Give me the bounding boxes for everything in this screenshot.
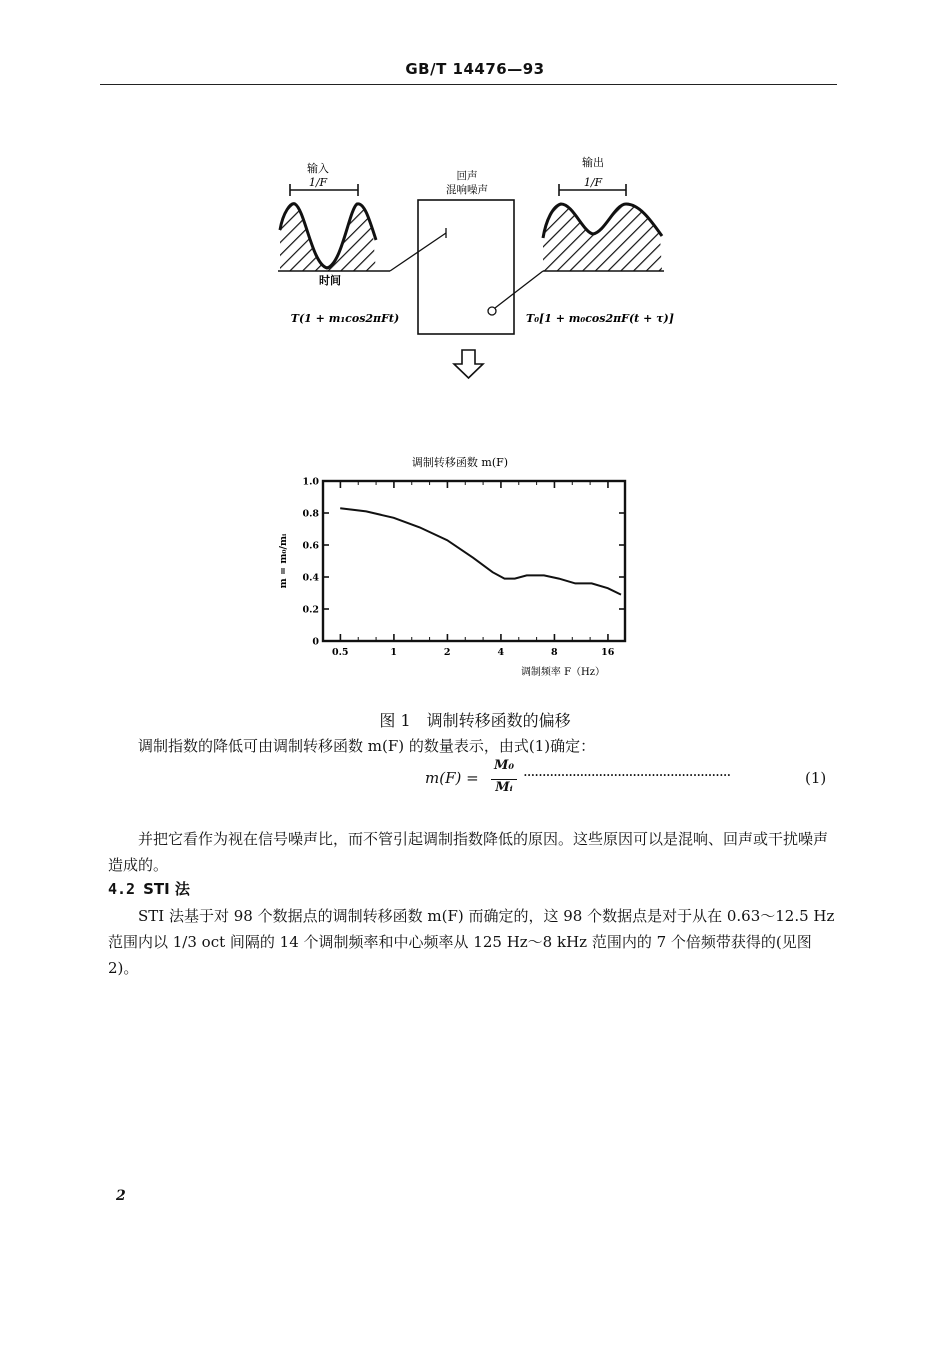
x-tick-label: 1 xyxy=(390,647,398,658)
x-tick-label: 8 xyxy=(550,647,558,658)
output-port-circle xyxy=(488,307,496,315)
input-waveform xyxy=(278,161,399,325)
input-label: 输入 xyxy=(307,162,329,175)
x-tick-label: 2 xyxy=(443,647,451,658)
output-formula: T₀[1 + m₀cos2πF(t + τ)] xyxy=(526,312,674,325)
header-rule xyxy=(100,84,837,85)
section-heading-4-2 xyxy=(108,878,190,899)
section-number: 4.2 xyxy=(108,880,136,898)
plot-frame xyxy=(323,481,625,641)
mtf-curve xyxy=(340,508,621,594)
x-axis-label: 调制频率 F（Hz） xyxy=(520,667,606,678)
section-title: STI 法 xyxy=(143,880,190,898)
paragraph-sti-method: STI 法基于对 98 个数据点的调制转移函数 m(F) 而确定的，这 98 个数据点是对于从在 0.63～12.5 Hz 范围内以 1/3 oct 间隔的 14 个调制频率和中心频率从 125 Hz～8 kHz 范围内的 7 个倍频带获得的(见图 2)。 xyxy=(108,907,835,977)
chart-title: 调制转移函数 m(F) xyxy=(411,456,509,469)
y-tick-label: 0.4 xyxy=(302,572,319,584)
formula-leader-dots: ······················································· xyxy=(523,766,731,784)
y-tick-label: 0.8 xyxy=(302,508,319,520)
down-arrow-icon xyxy=(454,350,483,378)
y-axis-label: m = m₀/mᵢ xyxy=(278,533,289,589)
input-formula: T(1 + m₁cos2πFt) xyxy=(290,312,400,325)
output-waveform xyxy=(526,155,674,325)
y-tick-label: 1.0 xyxy=(302,476,319,488)
formula-number: (1) xyxy=(805,769,827,787)
figure-caption: 图 1 调制转移函数的偏移 xyxy=(379,711,571,730)
document-header: GB/T 14476—93 xyxy=(405,60,545,78)
box-label-reverb-noise: 混响噪声 xyxy=(446,184,488,196)
formula-denominator: Mᵢ xyxy=(495,780,513,795)
paragraph-mtf-definition: 调制指数的降低可由调制转移函数 m(F) 的数量表示，由式(1)确定： xyxy=(138,737,596,755)
y-tick-label: 0.6 xyxy=(302,540,319,552)
output-period-label: 1/F xyxy=(583,176,603,189)
formula-lhs: m(F) = xyxy=(425,769,479,787)
output-label: 输出 xyxy=(582,156,604,169)
input-period-label: 1/F xyxy=(308,176,328,189)
time-label: 时间 xyxy=(319,274,341,287)
y-tick-label: 0.2 xyxy=(302,604,319,616)
y-tick-label: 0 xyxy=(312,636,319,648)
page-number: 2 xyxy=(116,1188,126,1204)
box-label-echo: 回声 xyxy=(456,170,478,182)
room-system-box xyxy=(418,169,514,334)
formula-1 xyxy=(425,760,845,800)
x-tick-label: 4 xyxy=(497,647,505,658)
formula-numerator: M₀ xyxy=(493,758,515,773)
mtf-chart xyxy=(278,455,625,678)
x-tick-label: 0.5 xyxy=(331,647,349,658)
figure-1 xyxy=(0,140,950,700)
paragraph-snr: 并把它看作为视在信号噪声比，而不管引起调制指数降低的原因。这些原因可以是混响、回声或干扰噪声造成的。 xyxy=(108,830,829,874)
output-connector-line xyxy=(495,271,543,308)
x-tick-label: 16 xyxy=(601,647,615,658)
